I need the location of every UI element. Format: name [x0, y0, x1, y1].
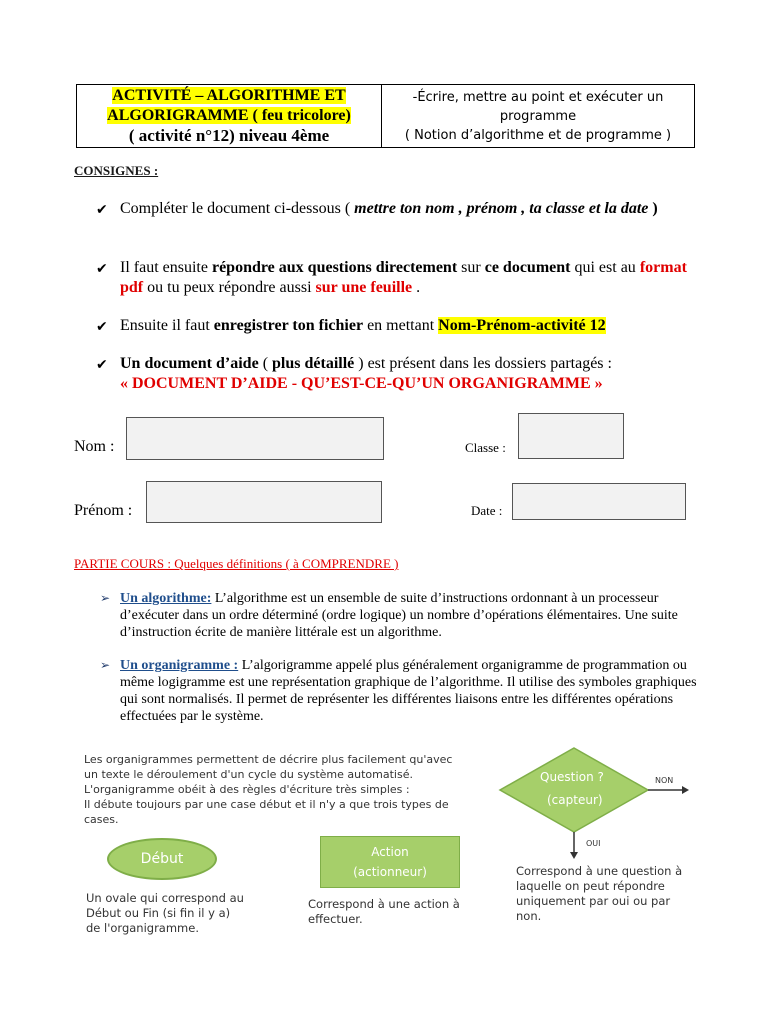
header-objective-line2: programme [499, 109, 577, 124]
classe-label: Classe : [465, 440, 506, 455]
check-icon: ✔ [96, 202, 108, 218]
non-arrowhead-icon [682, 786, 689, 794]
capteur-label: (capteur) [547, 793, 603, 807]
instruction-2-text-i: . [412, 279, 421, 296]
instruction-2-text-b: répondre aux questions directement [211, 259, 458, 276]
figure-intro-line1: Les organigrammes permettent de décrire plus facilement qu'avec [84, 753, 453, 766]
oval-desc-line2: Début ou Fin (si fin il y a) [86, 906, 231, 920]
header-objective-cell [382, 85, 694, 147]
oval-description [86, 891, 244, 936]
figure-intro-line5: cases. [84, 813, 119, 826]
instruction-1-text-a: Compléter le document ci-dessous ( [120, 200, 355, 217]
instruction-2-text-c: sur [457, 259, 485, 276]
definition-organigramme [100, 657, 700, 725]
oval-desc-line3: de l'organigramme. [86, 921, 199, 935]
action-desc-line2: effectuer. [308, 912, 363, 926]
prenom-label: Prénom : [74, 502, 133, 519]
start-oval-label: Début [140, 851, 184, 867]
figure-intro-line3: L'organigramme obéit à des règles d'écriture très simples : [84, 783, 410, 796]
instruction-3 [96, 316, 696, 336]
header-objective-line1: -Écrire, mettre au point et exécuter un [412, 90, 664, 105]
question-desc-line1: Correspond à une question à [516, 864, 683, 878]
instruction-3-text-d: Nom-Prénom-activité 12 [438, 317, 606, 334]
instruction-2-text-g: ou tu peux répondre aussi [143, 279, 316, 296]
oui-arrowhead-icon [570, 852, 578, 859]
date-label: Date : [471, 503, 503, 518]
instruction-1-text-b: mettre ton nom , prénom , ta classe et la date [354, 200, 649, 217]
check-icon: ✔ [96, 319, 108, 335]
definition-algorithme [100, 590, 700, 641]
instruction-4-text-d: ) est présent dans les dossiers partagés : [354, 355, 612, 372]
prenom-input[interactable] [146, 481, 382, 523]
instruction-1 [96, 199, 696, 219]
header-title-line3: ( activité n°12) niveau 4ème [128, 126, 330, 145]
question-desc-line4: non. [516, 909, 542, 923]
term-algorithme: Un algorithme: [120, 591, 212, 606]
start-oval-shape [107, 838, 217, 880]
instruction-2-text-e: qui est au [570, 259, 640, 276]
header-objective-line3: ( Notion d’algorithme et de programme ) [404, 128, 672, 143]
instruction-2-text-f: format pdf [120, 259, 687, 296]
term-organigramme: Un organigramme : [120, 658, 239, 673]
header-title-line2: ALGORIGRAMME ( feu tricolore) [107, 107, 351, 124]
instruction-4-text-c: plus détaillé [272, 355, 355, 372]
check-icon: ✔ [96, 357, 108, 373]
question-description [516, 864, 682, 924]
action-label: Action [371, 845, 409, 859]
question-diamond-shape [500, 748, 648, 832]
arrow-bullet-icon: ➢ [100, 591, 111, 605]
date-input[interactable] [512, 483, 686, 520]
instruction-2-text-d: ce document [484, 259, 571, 276]
instruction-3-text-c: en mettant [363, 317, 439, 334]
instruction-4-text-b: ( [258, 355, 273, 372]
actionneur-label: (actionneur) [353, 865, 427, 879]
instruction-4-text-a: Un document d’aide [120, 355, 259, 372]
nom-label: Nom : [74, 438, 115, 455]
definition-algorithme-text: L’algorithme est un ensemble de suite d’instructions ordonnant à un processeur d’exécuter dans un ordre déterminé (ordre logique) un nombre d’opérations élémentaires. Une suite d’instruction écrite de manière littérale est un algorithme. [120, 591, 678, 640]
definition-organigramme-text: L’algorigramme appelé plus généralement organigramme de programmation ou même logigramme est une représentation graphique de l’algorithme. Il utilise des symboles graphiques qui sont normalisés. Il permet de représenter les différentes liaisons entre les différentes opérations effectuées par le système. [120, 658, 697, 724]
header-title-line1: ACTIVITÉ – ALGORITHME ET [112, 87, 346, 104]
non-label: NON [655, 776, 674, 785]
oui-label: OUI [586, 839, 601, 848]
instruction-4 [96, 354, 696, 394]
instruction-2-text-a: Il faut ensuite [120, 259, 212, 276]
header-table [76, 84, 695, 148]
consignes-heading: CONSIGNES : [74, 163, 159, 178]
question-desc-line3: uniquement par oui ou par [516, 894, 671, 908]
figure-intro-line4: Il débute toujours par une case début et il n'y a que trois types de [84, 798, 449, 811]
action-rectangle-shape [320, 836, 460, 888]
check-icon: ✔ [96, 261, 108, 277]
instruction-3-text-b: enregistrer ton fichier [213, 317, 364, 334]
figure-intro [84, 752, 452, 827]
arrow-bullet-icon: ➢ [100, 658, 111, 672]
instruction-2-text-h: sur une feuille [315, 279, 413, 296]
partie-cours-heading: PARTIE COURS : Quelques définitions ( à COMPRENDRE ) [74, 556, 399, 571]
oval-desc-line1: Un ovale qui correspond au [86, 891, 244, 905]
nom-input[interactable] [126, 417, 384, 460]
action-desc-line1: Correspond à une action à [308, 897, 460, 911]
instruction-2 [96, 258, 696, 298]
instruction-3-text-a: Ensuite il faut [120, 317, 214, 334]
question-label: Question ? [540, 770, 604, 784]
action-description [308, 897, 460, 927]
header-title-cell [77, 85, 382, 147]
instruction-1-text-c: ) [648, 200, 658, 217]
help-document-title: « DOCUMENT D’AIDE - QU’EST-CE-QU’UN ORGANIGRAMME » [120, 375, 603, 392]
figure-intro-line2: un texte le déroulement d'un cycle du système automatisé. [84, 768, 413, 781]
question-desc-line2: laquelle on peut répondre [516, 879, 665, 893]
classe-input[interactable] [518, 413, 624, 459]
